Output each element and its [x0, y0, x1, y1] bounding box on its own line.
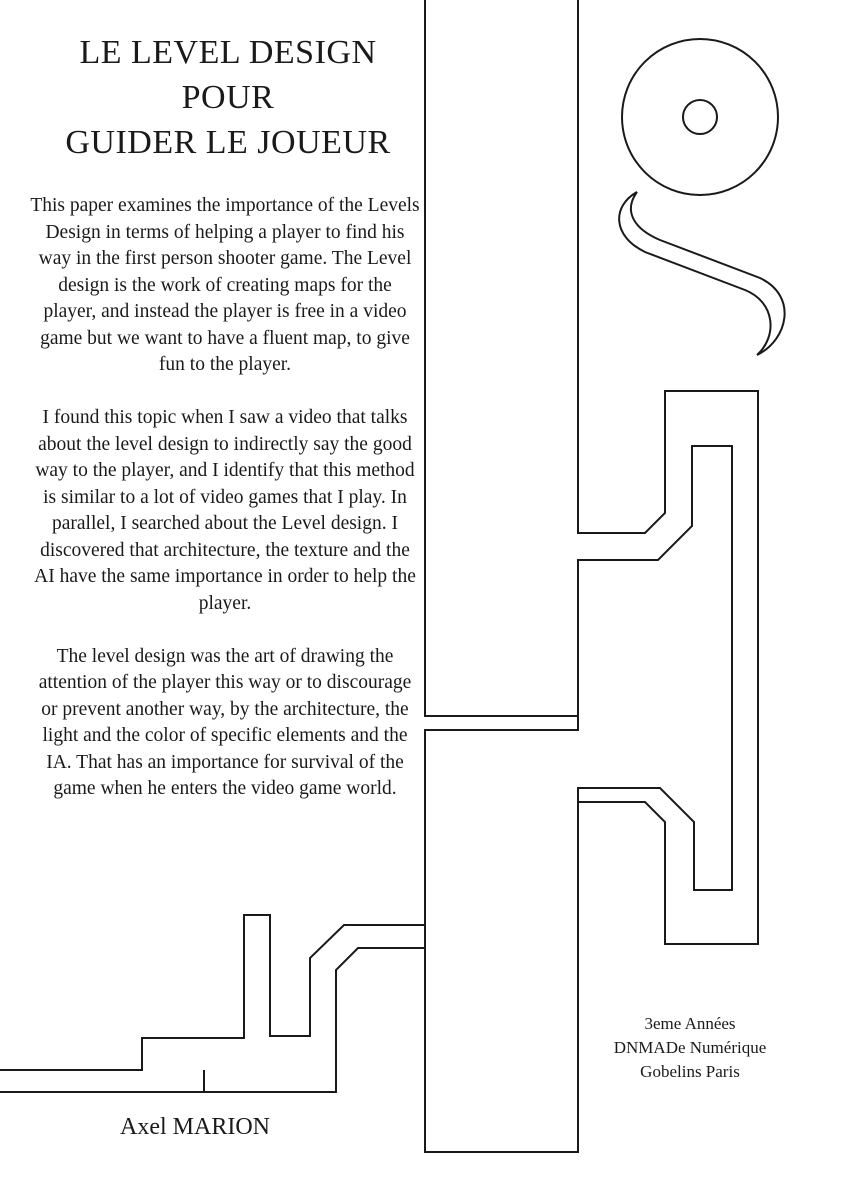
ornament-dot [683, 100, 717, 134]
title-line-3: GUIDER LE JOUEUR [65, 124, 391, 161]
ornament-ring [622, 39, 778, 195]
map-wall-lower-left-inner-2 [204, 948, 425, 1092]
abstract-paragraph-3: The level design was the art of drawing the attention of the player this way or to discourage or prevent another way, by the architecture, the light and the color of specific elements and the IA. That has an importance for survival of the game when he enters the video game world. [38, 645, 412, 799]
ornament-swash [619, 192, 784, 355]
abstract-paragraph-2: I found this topic when I saw a video that talks about the level design to indirectly say the good way to the player, and I identify that this method is similar to a lot of video games that I play. In parallel, I searched about the Level design. I discovered that architecture, the texture and the AI have the same importance in order to help the player. [34, 407, 416, 614]
school-year: 3eme Années [644, 1014, 736, 1033]
author-name: Axel MARION [120, 1114, 270, 1140]
school-info [590, 1012, 790, 1084]
map-wall-lower-left-outer [0, 915, 425, 1070]
abstract [30, 193, 420, 829]
title-line-2: POUR [181, 79, 275, 116]
page-title [30, 30, 426, 165]
abstract-paragraph-1: This paper examines the importance of the Levels Design in terms of helping a player to find his way in the first person shooter game. The Level design is the work of creating maps for the player, and instead the player is free in a video game but we want to have a fluent map, to give fun to the player. [30, 195, 420, 375]
school-program: DNMADe Numérique [613, 1038, 767, 1057]
map-wall-lower-left-inner [0, 1070, 204, 1092]
school-name: Gobelins Paris [640, 1062, 740, 1081]
title-line-1: LE LEVEL DESIGN [79, 34, 377, 71]
